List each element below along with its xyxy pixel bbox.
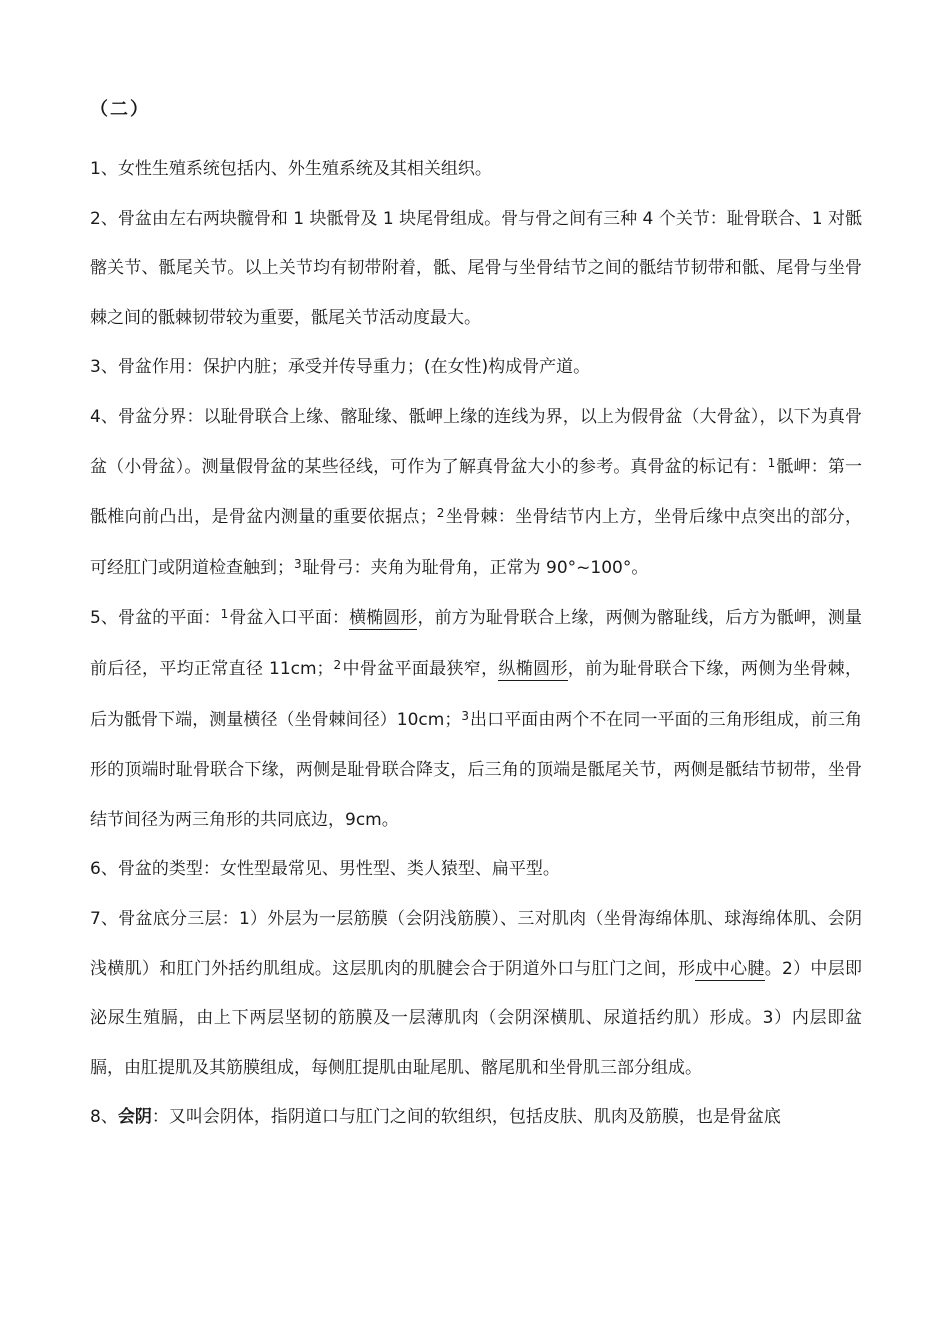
paragraph-5-text-2: 骨盆入口平面： (229, 608, 350, 629)
section-heading: （二） (90, 99, 150, 120)
paragraph-8-text-1: 8、 (90, 1107, 118, 1128)
circled-number-2: 2 (333, 657, 342, 672)
paragraph-5-text-3: ，前方为耻骨联合上缘，两侧为髂耻线，后方为骶岬，测量前后径，平均正常直径 11cm； (90, 608, 863, 679)
paragraph-5-text-5: ，前为耻骨联合下缘，两侧为坐骨棘，后为骶骨下端，测量横径（坐骨棘间径）10cm； (90, 658, 863, 730)
paragraph-5-text-1: 5、骨盆的平面： (90, 608, 221, 629)
paragraph-5-text-4: 中骨盆平面最狭窄， (342, 658, 499, 679)
circled-number-1: 1 (767, 455, 776, 470)
paragraph-4-text-2: 骶岬：第一骶椎向前凸出，是骨盆内测量的重要依据点； (90, 456, 863, 528)
paragraph-3: 3、骨盆作用：保护内脏；承受并传导重力；(在女性)构成骨产道。 (90, 357, 591, 378)
paragraph-8-text-2: ：又叫会阴体，指阴道口与肛门之间的软组织，包括皮肤、肌肉及筋膜，也是骨盆底 (151, 1107, 781, 1128)
underlined-term-central-tendon: 成中心腱 (695, 958, 765, 979)
paragraph-4-text-3: 坐骨棘：坐骨结节内上方，坐骨后缘中点突出的部分，可经肛门或阴道检查触到； (90, 507, 863, 578)
paragraph-4-text-1: 4、骨盆分界：以耻骨联合上缘、髂耻缘、骶岬上缘的连线为界，以上为假骨盆（大骨盆），以下为真骨盆（小骨盆）。测量假骨盆的某些径线，可作为了解真骨盆大小的参考。真骨盆的标记有： (90, 406, 862, 477)
paragraph-7-text-1: 7、骨盆底分三层：1）外层为一层筋膜（会阴浅筋膜）、三对肌肉（坐骨海绵体肌、球海绵体肌、会阴浅横肌）和肛门外括约肌组成。这层肌肉的肌腱会合于阴道外口与肛门之间，形 (90, 908, 862, 979)
paragraph-6: 6、骨盆的类型：女性型最常见、男性型、类人猿型、扁平型。 (90, 859, 560, 880)
underlined-term-vertical-ellipse: 纵椭圆形 (498, 658, 568, 679)
paragraph-2: 2、骨盆由左右两块髋骨和 1 块骶骨及 1 块尾骨组成。骨与骨之间有三种 4 个关节：耻骨联合、1 对骶髂关节、骶尾关节。以上关节均有韧带附着，骶、尾骨与坐骨结节之间的骶结节韧带和骶、尾骨与坐骨棘之间的骶棘韧带较为重要，骶尾关节活动度最大。 (90, 208, 862, 328)
circled-number-1: 1 (220, 607, 229, 622)
bold-term-perineum: 会阴 (117, 1107, 152, 1128)
underlined-term-horizontal-ellipse: 横椭圆形 (349, 608, 418, 629)
paragraph-4 (90, 393, 862, 594)
paragraph-8 (90, 1093, 862, 1143)
circled-number-3: 3 (294, 556, 302, 571)
document-body (90, 145, 862, 1143)
circled-number-2: 2 (436, 506, 445, 521)
paragraph-5 (90, 594, 862, 845)
paragraph-4-text-4: 耻骨弓：夹角为耻骨角，正常为 90°~100°。 (302, 557, 649, 578)
paragraph-5-text-6: 出口平面由两个不在同一平面的三角形组成，前三角形的顶端时耻骨联合下缘，两侧是耻骨联合降支，后三角的顶端是骶尾关节，两侧是骶结节韧带，坐骨结节间径为两三角形的共同底边，9cm。 (90, 709, 863, 830)
paragraph-7-text-2: 。2）中层即泌尿生殖膈，由上下两层坚韧的筋膜及一层薄肌肉（会阴深横肌、尿道括约肌）形成。3）内层即盆膈，由肛提肌及其筋膜组成，每侧肛提肌由耻尾肌、髂尾肌和坐骨肌三部分组成。 (90, 958, 863, 1078)
circled-number-3: 3 (461, 708, 469, 723)
paragraph-7 (90, 895, 862, 1093)
paragraph-1: 1、女性生殖系统包括内、外生殖系统及其相关组织。 (90, 159, 492, 179)
